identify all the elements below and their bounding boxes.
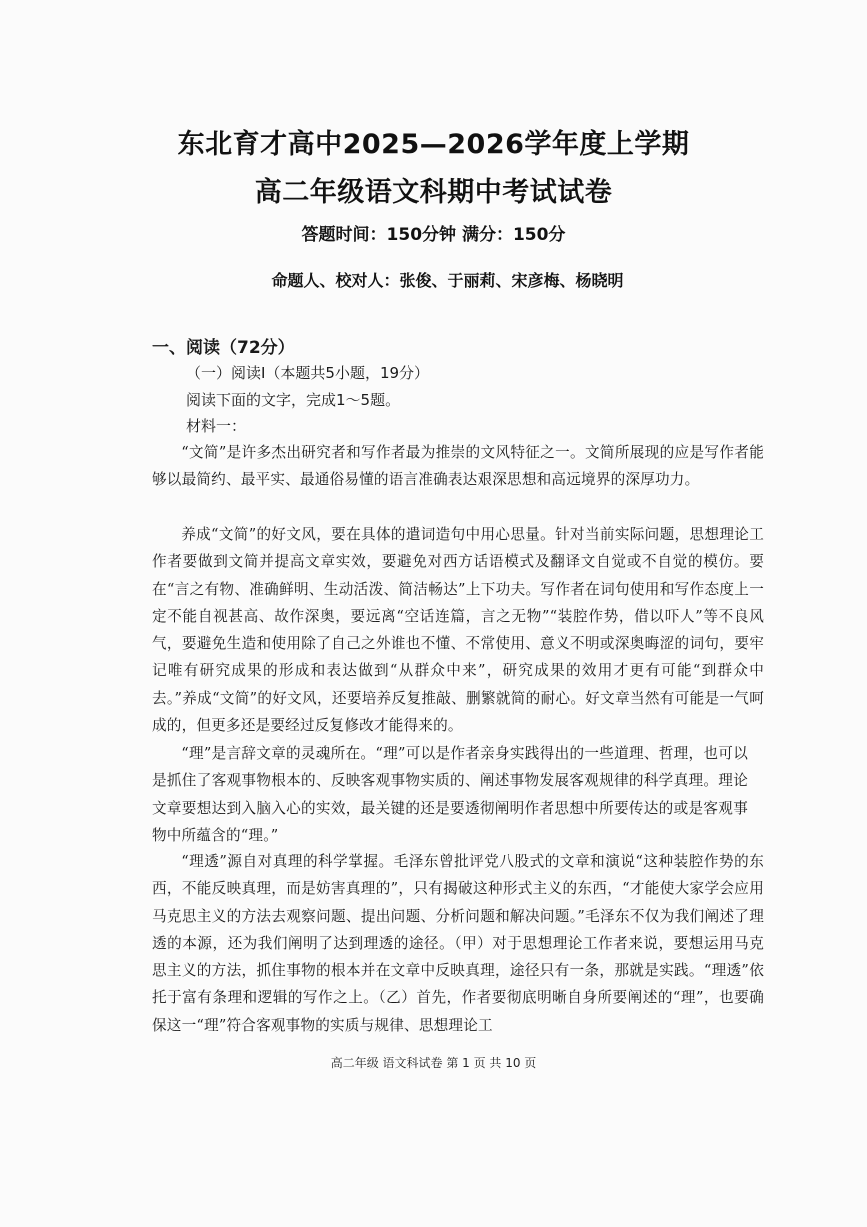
- authors: 命题人、校对人：张俊、于丽莉、宋彦梅、杨晓明: [271, 271, 624, 290]
- material-label: 材料一：: [186, 417, 247, 435]
- sub-heading: （一）阅读Ⅰ（本题共5小题，19分）: [186, 364, 430, 382]
- paragraph-2: 养成“文简”的好文风，要在具体的遣词造句中用心思量。针对当前实际问题，思想理论工作者要做到文简并提高文章实效，要避免对西方话语模式及翻译文自觉或不自觉的模仿。要在“言之有物、准确鲜明、生动活泼、简洁畅达”上下功夫。写作者在词句使用和写作态度上一定不能自视甚高、故作深奥，要远离“空话连篇，言之无物”“装腔作势，借以吓人”等不良风气，要避免生造和使用除了自己之外谁也不懂、不常使用、意义不明或深奥晦涩的词句，要牢记唯有研究成果的形成和表达做到“从群众中来”，研究成果的效用才更有可能“到群众中去。”养成“文简”的好文风，还要培养反复推敲、删繁就简的耐心。好文章当然有可能是一气呵成的，但更多还是要经过反复修改才能得来的。: [152, 526, 764, 735]
- section-heading: 一、阅读（72分）: [152, 338, 295, 358]
- instruction: 阅读下面的文字，完成1～5题。: [186, 391, 401, 409]
- paragraph-3: “理”是言辞文章的灵魂所在。“理”可以是作者亲身实践得出的一些道理、哲理，也可以是抓住了客观事物根本的、反映客观事物实质的、阐述事物发展客观规律的科学真理。理论文章要想达到入脑入心的实效，最关键的还是要透彻阐明作者思想中所要传达的或是客观事物中所蕴含的“理。”: [152, 745, 748, 844]
- page-footer: 高二年级 语文科试卷 第 1 页 共 10 页: [330, 1056, 537, 1070]
- exam-title: 高二年级语文科期中考试试卷: [254, 177, 613, 208]
- paragraph-4: “理透”源自对真理的科学掌握。毛泽东曾批评党八股式的文章和演说“这种装腔作势的东西，不能反映真理，而是妨害真理的”，只有揭破这种形式主义的东西，“才能使大家学会应用马克思主义的方法去观察问题、提出问题、分析问题和解决问题。”毛泽东不仅为我们阐述了理透的本源，还为我们阐明了达到理透的途径。（甲）对于思想理论工作者来说，要想运用马克思主义的方法，抓住事物的根本并在文章中反映真理，途径只有一条，那就是实践。“理透”依托于富有条理和逻辑的写作之上。（乙）首先，作者要彻底明晰自身所要阐述的“理”，也要确保这一“理”符合客观事物的实质与规律、思想理论工: [152, 853, 764, 1034]
- school-title: 东北育才高中2025—2026学年度上学期: [177, 129, 690, 160]
- time-score: 答题时间：150分钟 满分：150分: [301, 225, 566, 245]
- paragraph-1: “文简”是许多杰出研究者和写作者最为推崇的文风特征之一。文简所展现的应是写作者能够以最简约、最平实、最通俗易懂的语言准确表达艰深思想和高远境界的深厚功力。: [152, 444, 764, 489]
